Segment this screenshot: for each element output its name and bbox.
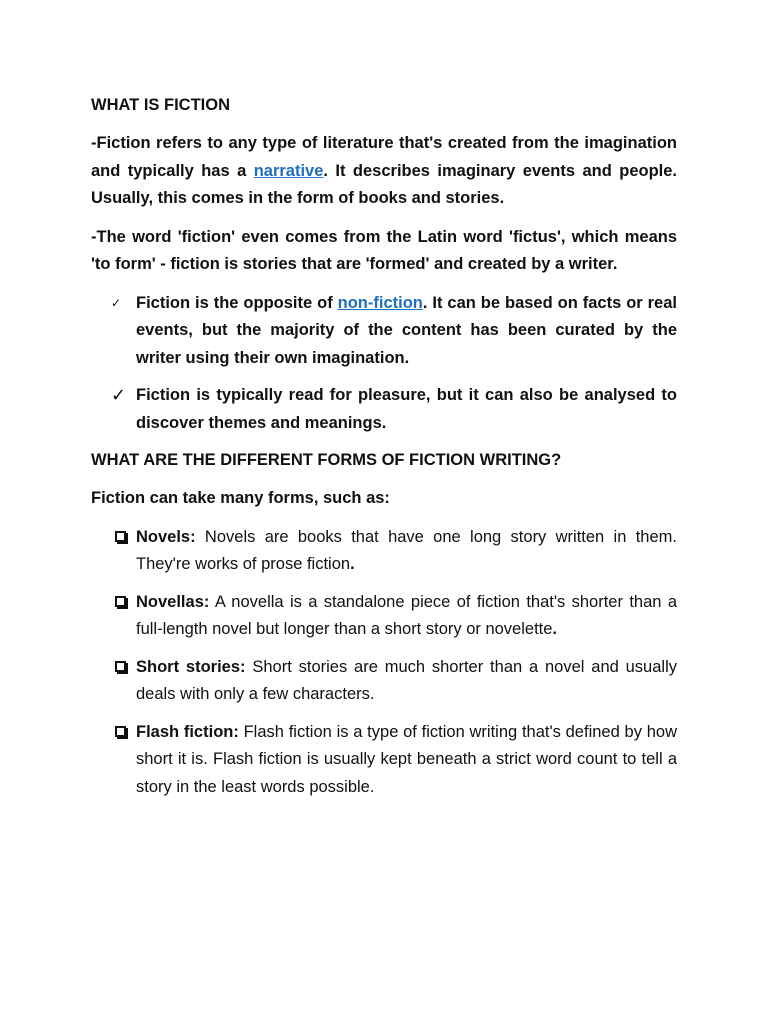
document-page — [91, 92, 677, 811]
form-definition: A novella is a standalone piece of fiction that's shorter than a full-length novel but longer than a short story or novelette — [136, 592, 677, 638]
form-term: Novellas: — [136, 592, 210, 611]
form-item-flash-fiction — [91, 719, 677, 802]
form-item-novellas — [91, 589, 677, 644]
section-heading-forms-of-fiction: WHAT ARE THE DIFFERENT FORMS OF FICTION WRITING? — [91, 451, 562, 469]
checkbox-bullet-icon — [115, 596, 126, 607]
form-item-short-stories — [91, 654, 677, 709]
paragraph-fiction-etymology: -The word 'fiction' even comes from the Latin word 'fictus', which means 'to form' - fiction is stories that are 'formed' and created by a writer. — [91, 227, 677, 273]
non-fiction-link[interactable]: non-fiction — [337, 293, 423, 312]
forms-intro: Fiction can take many forms, such as: — [91, 489, 390, 507]
checkmark-item-pleasure — [91, 382, 677, 437]
list-item-text: Fiction is typically read for pleasure, but it can also be analysed to discover themes and meanings. — [136, 386, 677, 432]
form-item-novels — [91, 524, 677, 579]
checkmark-icon: ✓ — [111, 295, 122, 310]
list-item-text: . It can be based on facts or real events, but the majority of the content has been curated by the writer using their own imagination. — [136, 293, 677, 367]
form-end-punct: . — [552, 620, 558, 638]
paragraph-fiction-definition — [91, 130, 677, 213]
checkmark-icon: ✓ — [111, 385, 127, 405]
checkmark-item-opposite — [91, 290, 677, 373]
checkmark-list — [91, 290, 677, 438]
section-heading-what-is-fiction: WHAT IS FICTION — [91, 96, 231, 114]
checkbox-bullet-icon — [115, 661, 126, 672]
form-end-punct: . — [350, 555, 355, 573]
checkbox-bullet-icon — [115, 531, 126, 542]
narrative-link[interactable]: narrative — [253, 161, 324, 180]
paragraph-text: . It describes imaginary events and people. Usually, this comes in the form of books and stories. — [91, 161, 677, 207]
list-item-text: Fiction is the opposite of — [136, 293, 338, 312]
form-term: Flash fiction: — [136, 722, 239, 741]
form-definition: Flash fiction is a type of fiction writing that's defined by how short it is. Flash fiction is usually kept beneath a strict word count to tell a story in the least words possible. — [136, 722, 677, 796]
form-term: Short stories: — [136, 657, 246, 676]
paragraph-text: -Fiction refers to any type of literature that's created from the imagination and typically has a — [91, 134, 677, 180]
form-definition: Short stories are much shorter than a novel and usually deals with only a few characters. — [136, 657, 677, 703]
form-term: Novels: — [136, 527, 196, 546]
checkbox-bullet-icon — [115, 726, 126, 737]
forms-list — [91, 524, 677, 802]
form-definition: Novels are books that have one long story written in them. They're works of prose fiction — [136, 527, 677, 573]
